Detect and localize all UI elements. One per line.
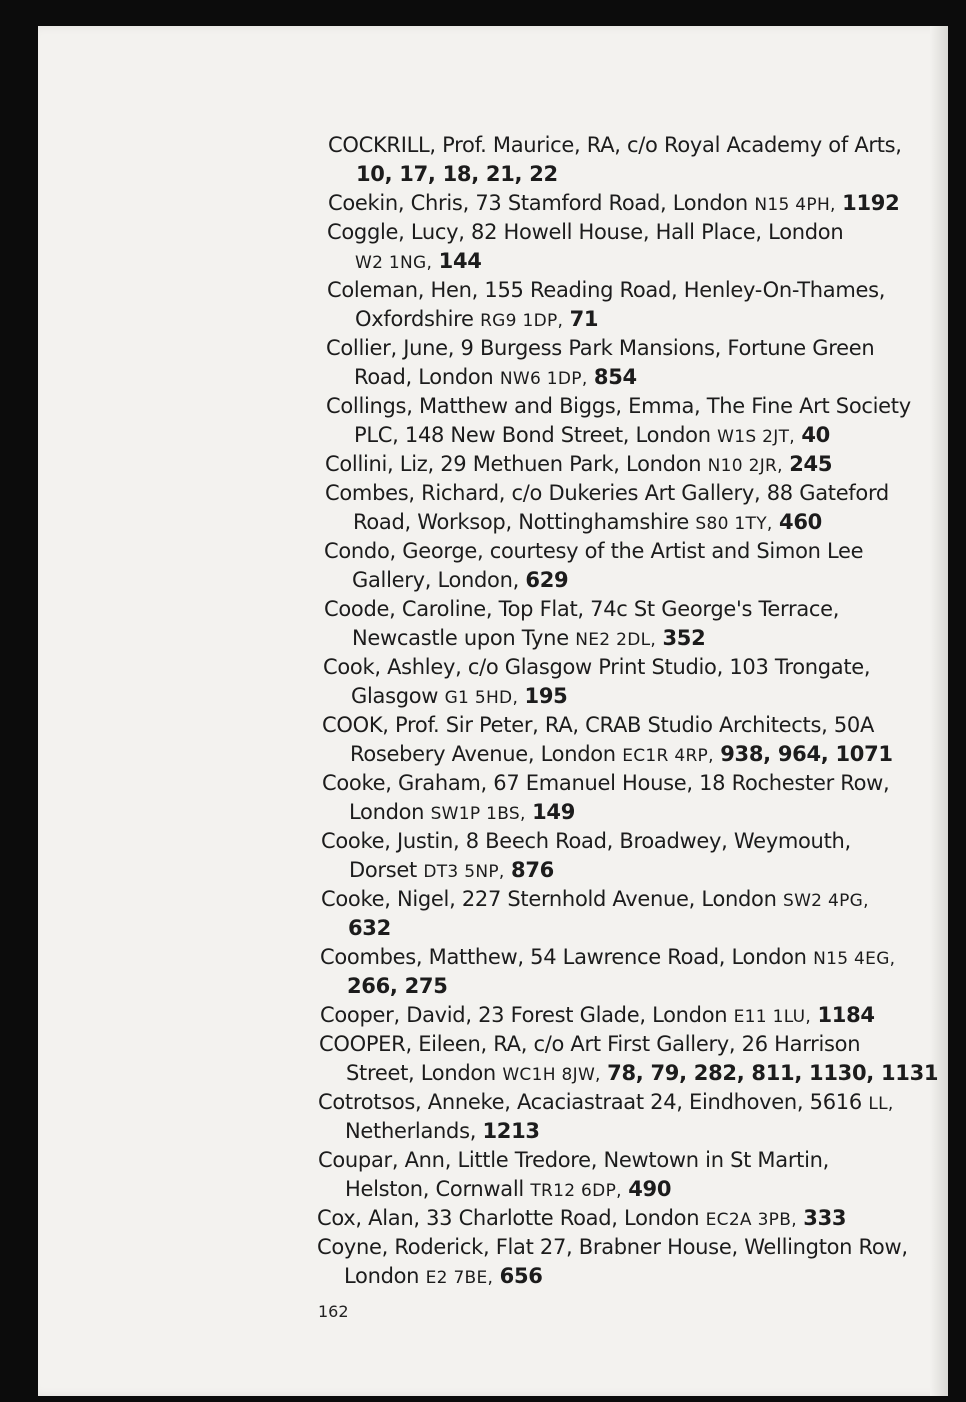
entry-text: Coupar, Ann, Little Tredore, Newtown in St Martin, [318, 1148, 830, 1172]
entry-pages: 1213 [482, 1119, 540, 1143]
entry-postcode: E2 7BE, [425, 1268, 494, 1288]
entry-line [328, 131, 948, 160]
entry-line [328, 189, 948, 218]
entry-postcode: N10 2JR, [707, 456, 783, 476]
book-page [38, 26, 948, 1396]
entry-line [349, 856, 948, 885]
entry-line [353, 508, 948, 537]
entry-pages: 71 [569, 307, 599, 331]
entry-line [356, 160, 948, 189]
entry-postcode: SW2 4PG, [782, 891, 869, 911]
entry-text: Rosebery Avenue, London [350, 742, 616, 766]
entry-pages: 490 [628, 1177, 672, 1201]
entry-line [325, 450, 948, 479]
entry-text: Coekin, Chris, 73 Stamford Road, London [328, 191, 748, 215]
entry-pages: 632 [348, 916, 391, 940]
entry-line [355, 247, 948, 276]
entry-text: Coyne, Roderick, Flat 27, Brabner House, Wellington Row, [317, 1235, 908, 1259]
entry-text: Collini, Liz, 29 Methuen Park, London [325, 452, 702, 476]
entry-text: Cook, Ashley, c/o Glasgow Print Studio, 103 Trongate, [323, 655, 871, 679]
entry-line [347, 972, 948, 1001]
entry-line [352, 566, 948, 595]
entry-text: Road, Worksop, Nottinghamshire [353, 510, 690, 534]
entry-line [351, 682, 948, 711]
entry-pages: 78, 79, 282, 811, 1130, 1131 [607, 1061, 939, 1085]
entry-postcode: N15 4EG, [813, 949, 896, 969]
entry-pages: 629 [525, 568, 569, 592]
entry-line [324, 595, 948, 624]
entry-text: Glasgow [351, 684, 439, 708]
entry-line [323, 653, 948, 682]
entry-text: London [344, 1264, 420, 1288]
entry-text: PLC, 148 New Bond Street, London [354, 423, 711, 447]
entry-line [350, 740, 948, 769]
entry-line [327, 218, 948, 247]
entry-text: Dorset [349, 858, 417, 882]
entry-line [318, 1146, 948, 1175]
entry-postcode: NE2 2DL, [575, 630, 657, 650]
entry-pages: 144 [438, 249, 482, 273]
entry-text: Street, London [346, 1061, 496, 1085]
entry-line [317, 1204, 948, 1233]
entry-line [354, 363, 948, 392]
entry-postcode: G1 5HD, [444, 688, 519, 708]
entry-postcode: S80 1TY, [695, 514, 773, 534]
entry-pages: 195 [524, 684, 568, 708]
entry-postcode: W2 1NG, [355, 253, 433, 273]
entry-text: Netherlands, [345, 1119, 477, 1143]
entry-text: Cooke, Graham, 67 Emanuel House, 18 Rochester Row, [322, 771, 890, 795]
entry-pages: 938, 964, 1071 [720, 742, 893, 766]
entry-line [345, 1117, 948, 1146]
entry-postcode: TR12 6DP, [530, 1181, 622, 1201]
entry-text: Cotrotsos, Anneke, Acaciastraat 24, Eindhoven, 5616 [318, 1090, 862, 1114]
entry-text: Coombes, Matthew, 54 Lawrence Road, London [320, 945, 807, 969]
entry-line [348, 914, 948, 943]
entry-line [321, 827, 948, 856]
entry-postcode: E11 1LU, [733, 1007, 812, 1027]
entry-postcode: NW6 1DP, [499, 369, 588, 389]
entry-line [320, 943, 948, 972]
entry-pages: 1192 [842, 191, 900, 215]
page-number: 162 [318, 1302, 349, 1321]
entry-text: Coode, Caroline, Top Flat, 74c St George's Terrace, [324, 597, 840, 621]
entry-line [324, 537, 948, 566]
entry-postcode: EC2A 3PB, [705, 1210, 797, 1230]
entry-pages: 333 [803, 1206, 847, 1230]
entry-text: Road, London [354, 365, 494, 389]
entry-postcode: N15 4PH, [754, 195, 836, 215]
entry-line [345, 1175, 948, 1204]
entry-postcode: WC1H 8JW, [502, 1065, 601, 1085]
entry-text: London [349, 800, 425, 824]
entry-postcode: W1S 2JT, [717, 427, 795, 447]
entry-text: Cox, Alan, 33 Charlotte Road, London [317, 1206, 700, 1230]
entry-text: Gallery, London, [352, 568, 519, 592]
entry-pages: 1184 [817, 1003, 875, 1027]
entry-line [355, 305, 948, 334]
entry-text: Newcastle upon Tyne [352, 626, 569, 650]
entry-text: Collier, June, 9 Burgess Park Mansions, Fortune Green [326, 336, 875, 360]
entry-pages: 854 [593, 365, 637, 389]
entry-text: Combes, Richard, c/o Dukeries Art Gallery, 88 Gateford [325, 481, 889, 505]
entry-text: Coleman, Hen, 155 Reading Road, Henley-On-Thames, [327, 278, 886, 302]
entry-line [321, 885, 948, 914]
entry-text: Coggle, Lucy, 82 Howell House, Hall Place, London [327, 220, 844, 244]
entry-pages: 266, 275 [347, 974, 448, 998]
entry-text: Cooke, Nigel, 227 Sternhold Avenue, London [321, 887, 777, 911]
entry-pages: 10, 17, 18, 21, 22 [356, 162, 558, 186]
entry-line [320, 1001, 948, 1030]
entry-text: COCKRILL, Prof. Maurice, RA, c/o Royal Academy of Arts, [328, 133, 902, 157]
entry-postcode: LL, [868, 1094, 894, 1114]
entry-text: Collings, Matthew and Biggs, Emma, The Fine Art Society [326, 394, 911, 418]
entry-line [326, 392, 948, 421]
entry-text: Condo, George, courtesy of the Artist and Simon Lee [324, 539, 864, 563]
entry-line [354, 421, 948, 450]
entry-line [346, 1059, 948, 1088]
entry-line [322, 769, 948, 798]
entry-line [322, 711, 948, 740]
entry-line [317, 1233, 948, 1262]
entry-line [344, 1262, 948, 1291]
entry-postcode: EC1R 4RP, [622, 746, 714, 766]
entry-pages: 876 [511, 858, 554, 882]
index-entries [38, 131, 948, 1291]
entry-pages: 40 [801, 423, 830, 447]
entry-postcode: RG9 1DP, [480, 311, 564, 331]
entry-pages: 245 [789, 452, 833, 476]
entry-text: Oxfordshire [355, 307, 474, 331]
entry-text: Cooke, Justin, 8 Beech Road, Broadwey, Weymouth, [321, 829, 851, 853]
entry-text: Helston, Cornwall [345, 1177, 524, 1201]
entry-pages: 149 [532, 800, 576, 824]
entry-pages: 656 [499, 1264, 543, 1288]
entry-line [319, 1030, 948, 1059]
entry-line [318, 1088, 948, 1117]
entry-line [349, 798, 948, 827]
entry-postcode: SW1P 1BS, [430, 804, 526, 824]
entry-text: Cooper, David, 23 Forest Glade, London [320, 1003, 728, 1027]
entry-line [352, 624, 948, 653]
entry-line [325, 479, 948, 508]
entry-line [326, 334, 948, 363]
entry-text: COOPER, Eileen, RA, c/o Art First Gallery, 26 Harrison [319, 1032, 861, 1056]
entry-pages: 460 [779, 510, 822, 534]
entry-postcode: DT3 5NP, [423, 862, 505, 882]
entry-text: COOK, Prof. Sir Peter, RA, CRAB Studio Architects, 50A [322, 713, 875, 737]
entry-pages: 352 [662, 626, 706, 650]
entry-line [327, 276, 948, 305]
